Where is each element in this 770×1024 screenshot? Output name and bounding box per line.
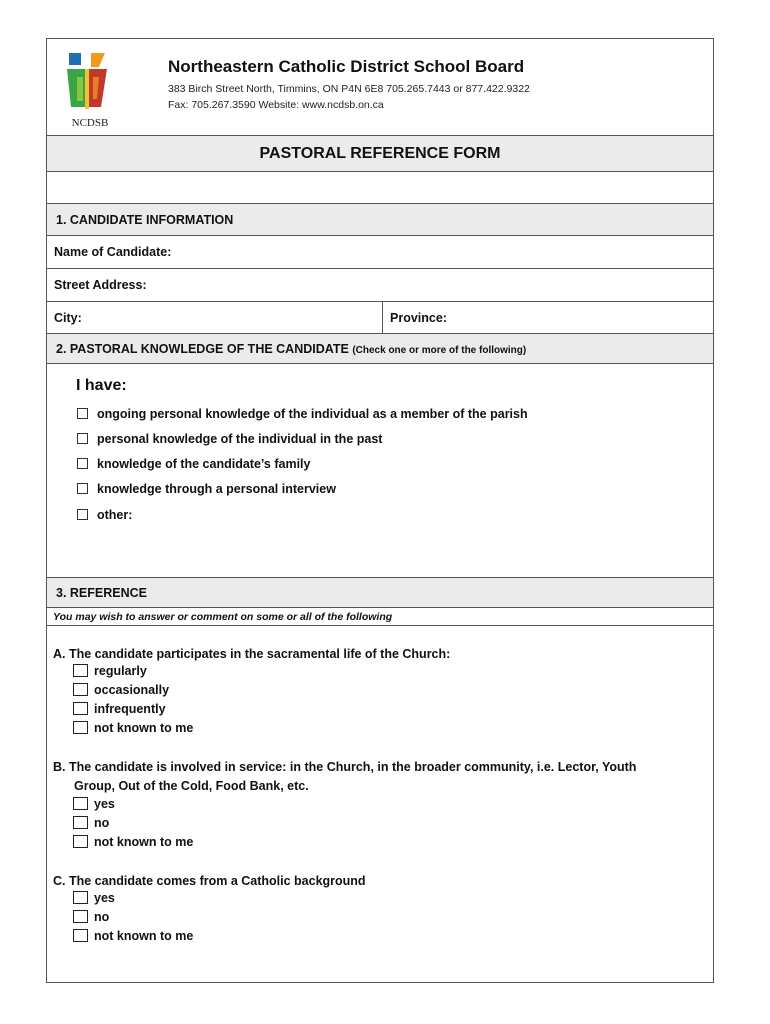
option-family-knowledge[interactable]: knowledge of the candidate’s family: [77, 457, 310, 471]
form-title: PASTORAL REFERENCE FORM: [47, 135, 713, 171]
checkbox-icon[interactable]: [73, 910, 88, 923]
ncdsb-logo: [61, 49, 119, 129]
pastoral-reference-form: [46, 38, 714, 983]
qc-option-not-known[interactable]: not known to me: [73, 929, 193, 943]
checkbox-icon[interactable]: [73, 797, 88, 810]
checkbox-icon[interactable]: [73, 683, 88, 696]
checkbox-icon[interactable]: [73, 664, 88, 677]
qc-option-yes[interactable]: yes: [73, 891, 115, 905]
section-2-note: (Check one or more of the following): [352, 345, 527, 356]
org-address: 383 Birch Street North, Timmins, ON P4N 6E8 705.265.7443 or 877.422.9322: [168, 83, 530, 95]
qa-option-not-known[interactable]: not known to me: [73, 721, 193, 735]
question-b-cont: Group, Out of the Cold, Food Bank, etc.: [74, 779, 309, 793]
candidate-name-label: Name of Candidate:: [54, 245, 172, 259]
checkbox-icon[interactable]: [73, 816, 88, 829]
checkbox-icon[interactable]: [73, 929, 88, 942]
city-label[interactable]: City:: [54, 311, 82, 325]
qb-option-not-known[interactable]: not known to me: [73, 835, 193, 849]
option-interview-knowledge[interactable]: knowledge through a personal interview: [77, 482, 336, 496]
qb-option-yes[interactable]: yes: [73, 797, 115, 811]
question-b: B. The candidate is involved in service: in the Church, in the broader community, i.e. Lector, Youth: [53, 760, 637, 774]
org-name: Northeastern Catholic District School Board: [168, 57, 525, 76]
checkbox-icon[interactable]: [77, 483, 88, 494]
city-province-row: [47, 301, 713, 333]
checkbox-icon[interactable]: [73, 835, 88, 848]
svg-text:NCDSB: NCDSB: [71, 117, 109, 129]
option-past-knowledge[interactable]: personal knowledge of the individual in the past: [77, 432, 382, 446]
option-other[interactable]: other:: [77, 508, 132, 522]
street-address-field[interactable]: [47, 268, 713, 301]
checkbox-icon[interactable]: [73, 721, 88, 734]
checkbox-icon[interactable]: [77, 408, 88, 419]
candidate-name-field[interactable]: [47, 235, 713, 268]
column-divider: [382, 302, 383, 333]
checkbox-icon[interactable]: [77, 509, 88, 520]
section-3-subtitle: You may wish to answer or comment on some or all of the following: [47, 607, 713, 625]
section-3-title: 3. REFERENCE: [47, 577, 713, 607]
section-2-title: [47, 333, 713, 363]
qa-option-occasionally[interactable]: occasionally: [73, 683, 169, 697]
checkbox-icon[interactable]: [77, 433, 88, 444]
checkbox-icon[interactable]: [73, 891, 88, 904]
street-address-label: Street Address:: [54, 278, 147, 292]
qc-option-no[interactable]: no: [73, 910, 109, 924]
checkbox-icon[interactable]: [73, 702, 88, 715]
qa-option-infrequently[interactable]: infrequently: [73, 702, 166, 716]
org-contact: Fax: 705.267.3590 Website: www.ncdsb.on.ca: [168, 99, 384, 111]
section-1-title: 1. CANDIDATE INFORMATION: [47, 203, 713, 235]
i-have-label: I have:: [76, 377, 127, 394]
qb-option-no[interactable]: no: [73, 816, 109, 830]
province-label[interactable]: Province:: [390, 311, 447, 325]
question-a: A. The candidate participates in the sacramental life of the Church:: [53, 647, 451, 661]
form-header: [47, 39, 713, 135]
blank-row: [47, 171, 713, 203]
qa-option-regularly[interactable]: regularly: [73, 664, 147, 678]
section-2-heading: 2. PASTORAL KNOWLEDGE OF THE CANDIDATE: [56, 342, 349, 356]
option-ongoing-knowledge[interactable]: ongoing personal knowledge of the individual as a member of the parish: [77, 407, 528, 421]
question-c: C. The candidate comes from a Catholic background: [53, 874, 366, 888]
checkbox-icon[interactable]: [77, 458, 88, 469]
